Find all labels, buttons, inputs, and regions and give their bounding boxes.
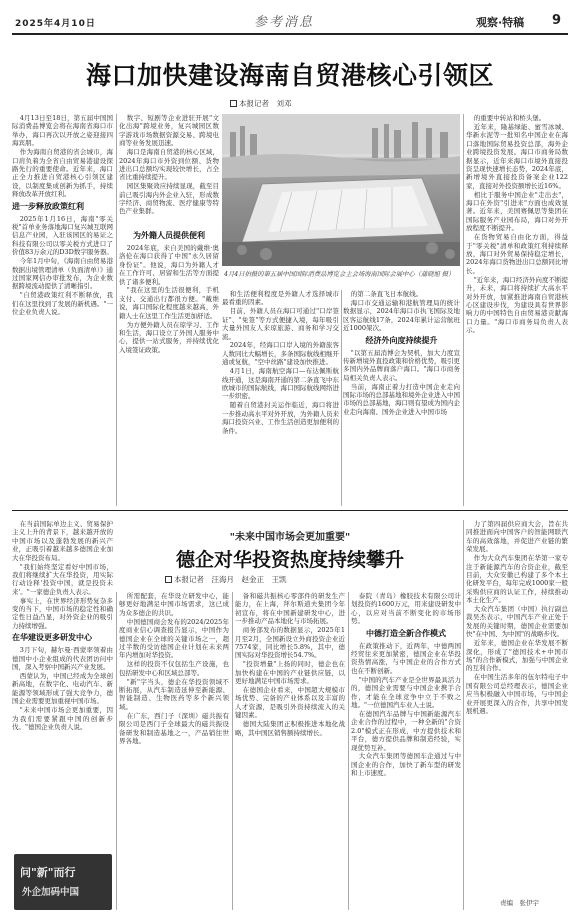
story1-byline-text: 本报记者 刘邓 [239, 99, 292, 108]
photo-caption: 4月4日拍摄的第五届中国国际消费品博览会主会场海南国际会展中心（蒲晓旭 摄） [224, 271, 455, 278]
paragraph: 的第二条直飞日本航线。 [350, 290, 423, 298]
paragraph: 在德国汽车品牌与中国新能源汽车企业合作的过程中，一种全新的"合资2.0"模式正在形成，中方提供技术和平台，德方提供品牌和制造经验，实现优势互补。 [351, 709, 461, 752]
story1-photo [222, 114, 460, 266]
story2-column-2 [119, 592, 229, 908]
paragraph: 力了第四届供应商大会，旨在共同推进面向中国客户的智能网联汽车的高效落地，并促进产业链的繁荣发展。 [466, 520, 568, 554]
story1-column-3 [222, 290, 339, 506]
paragraph: 所需配套，在华设立研发中心，能够更好地满足中国市场需求，这已成为众多德企的共识。 [119, 592, 229, 617]
paragraph: 和生活便利程度是外籍人才选择城市最看重的因素。 [222, 290, 339, 307]
story2-column-5 [466, 520, 568, 894]
page-number: 9 [552, 13, 562, 28]
story1-headline: 海口加快建设海南自贸港核心引领区 [85, 61, 494, 90]
byline-marker [230, 100, 237, 107]
story-divider [12, 510, 568, 511]
column-divider [348, 592, 349, 910]
story2-kicker: "未来中国市场会更加重要" [229, 532, 351, 543]
paragraph: 作为海南自贸港的省会城市，海口肩负着为全省自由贸易港建设探路先行的重要使命。近年来，海口正全力推进自贸港核心引领区建设，以制度集成创新为抓手，持续释放改革开放红利。 [12, 148, 113, 199]
paragraph: 3月下旬，赫尔曼·西蒙率领着由德国中小企业组成的代表团访问中国，深入考察中国新兴产业发展。 [12, 646, 113, 672]
subheading: 进一步释放政策红利 [12, 201, 84, 211]
paragraph: 近年来，德国企业在华发展不断深化，形成了"德国技术+中国市场"的合作新模式，加强与中国企业的互利合作。 [466, 639, 568, 673]
series-logo-line2: 外企加码中国 [22, 887, 80, 898]
paragraph: 中国德国商会发布的2024/2025年度商业信心调查报告显示，中国作为德国企业在全球的关键市场之一，超过半数的受访德国企业计划在未来两年内增加对华投资。 [119, 617, 229, 660]
paragraph: 数字、短剧等企业进驻开展"文化出海"跨境业务，复兴城园区数字游戏市场数据资源交易、跨境电商等业务发展迅速。 [119, 114, 219, 148]
convention-center-aerial-image [222, 114, 460, 266]
story1-column-1 [12, 114, 113, 506]
story2-headline: 德企对华投资热度持续攀升 [175, 549, 404, 571]
subheading: 中德打造全新合作模式 [366, 628, 446, 638]
paragraph: 在德国企业看来，中国超大规模市场优势、完备的产业体系以及丰富的人才资源，是吸引外资持续流入的关键因素。 [235, 685, 345, 720]
paragraph: 相比于服务中国企业"走出去"，海口在外资"引进来"方面也成效显著。近年来，美国赛佩思等集团在国际服务产业园布局，海口对外开放程度不断提升。 [466, 190, 568, 233]
paragraph: 泰院（青岛）橡胶技术有限公司计划投资约1600万元，用来建设研发中心，以应对当前不断变化的市场形势。 [351, 592, 461, 626]
paragraph: 今年1月中旬，《海南自由贸易港数据出境管理清单（负面清单）》通过国家网信办审批发布，为企业数据跨境流动提供了清晰指引。 [12, 257, 113, 291]
paragraph: 大众汽车集团（中国）执行副总裁吴杰表示，中国汽车产业正处于发展的关键时期，德国企业需要加快"在中国、为中国"的战略步伐。 [466, 605, 568, 639]
subheading: 为外籍人员提供便利 [133, 230, 205, 240]
paragraph: 当前，海南正着力打造中国企业走向国际市场的总部基地和境外企业进入中国市场的总部基地，海口则有望成为国内企业走向海南、国外企业进入中国市场 [343, 382, 460, 416]
subheading: 在华建设更多研发中心 [12, 633, 92, 643]
masthead-logo: 参考消息 [254, 15, 315, 30]
column-divider [463, 520, 464, 910]
paragraph: 园区集聚效应持续显现，截至目前已吸引海内外企业入驻，形成数字经济、商贸物流、医疗健康等特色产业集群。 [119, 182, 219, 216]
paragraph: 作为大众汽车集团在华第一家专注于新能源汽车的合资企业，截至目前，大众安徽已构建了多个本土化研发平台，每年完成1000家一般采购供应商的认证工作，持续推动本土化生产。 [466, 554, 568, 605]
editor-credit: 责编 张伊宇 [500, 899, 539, 907]
header-rule [12, 33, 568, 35]
story2-byline [165, 574, 287, 585]
story1-column-2 [119, 114, 219, 506]
byline-marker [165, 576, 172, 583]
page-header [0, 0, 580, 34]
series-logo-line1: 问"新"而行 [20, 866, 76, 879]
paragraph: 2024年，经海口口岸入境的外籍旅客人数同比大幅增长，多条国际航线相继开通或复航，"空中丝路"建设加快推进。 [222, 341, 339, 367]
column-divider [463, 114, 464, 506]
series-logo [14, 854, 112, 910]
paragraph: 的重要中转站和桥头堡。 [473, 114, 546, 122]
paragraph: 近年来，隆基绿能、蜜雪冰城、华新水泥等一批知名中国企业在海口落地国际贸易投资总部，海外企业跨境投资发展。海口市商务局数据显示，近年来海口市境外直接投资呈现快速增长态势，2024年底，新增境外直接投资备案企业122家，直接对外投资额增长近16%。 [466, 122, 568, 190]
paragraph: 2025年1月16日，海南"零关税"首单业务落地海口复兴城互联网信息产业园，入驻该园区的易证之科技有限公司以零关税方式进口了价值83万余元的D3D数字服务器。 [12, 214, 113, 257]
paragraph: 西蒙认为，中国已经成为全球创新高地，在数字化、电动汽车、新能源等领域形成了强大竞争力，德国企业需要更加重视中国市场。 [12, 672, 113, 706]
paragraph: 商务部发布的数据显示，2025年1月至2月，全国新设立外商投资企业近7574家，同比增长5.8%，其中，德国实际对华投资增长54.7%。 [235, 626, 345, 660]
story2-column-4 [351, 592, 461, 908]
column-divider [232, 592, 233, 910]
paragraph: 4月13日至18日，第五届中国国际消费品博览会将在海南省海口市举办，海口再次以开放之姿迎接四海宾朋。 [12, 114, 113, 148]
paragraph: 随着自贸港封关运作临近，海口将进一步推动高水平对外开放，为外籍人员来海口投资兴业、工作生活创造更加便利的条件。 [222, 401, 339, 435]
paragraph: 海口市交通运输和港航管理局的统计数据显示，2024年海口市执飞国际及地区客运航线17条，2024年累计运营航班近1000架次。 [343, 298, 460, 333]
story1-column-5 [466, 114, 568, 506]
paragraph: 这样的投资不仅包括生产设施，也包括研发中心和区域总部等。 [119, 660, 229, 677]
column-divider [116, 114, 117, 506]
story2-byline-text: 本报记者 汪海月 赵金正 王凯 [174, 575, 287, 584]
paragraph: 在中国生活多年的伍尔特电子中国有限公司总经理表示，德国企业应当积极融入中国市场，与中国企业开展更深入的合作，共享中国发展机遇。 [466, 673, 568, 715]
column-divider [116, 592, 117, 910]
paragraph: 在当前国际单边主义、贸易保护主义上升的背景下，越来越开放的中国市场以及蓬勃发展的新兴产业，正吸引着越来越多德国企业加大在华投资布局。 [12, 520, 113, 562]
paragraph: "我们始终坚定看好中国市场，我们将继续扩大在华投资，用实际行动诠释'投资中国，就是投资未来'。"一家德企负责人表示。 [12, 562, 113, 596]
paragraph: 事实上，在世界经济形势复杂多变的当下，中国市场的稳定性和确定性日益凸显，对外资企业的吸引力持续增强。 [12, 596, 113, 630]
issue-date: 2025年4月10日 [15, 19, 96, 29]
paragraph: 备和磁共振核心零部件的研发生产能力，在上海，拜尔斯道夫集团今年初宣布，将在中国新建研发中心，进一步推动产品本地化与市场拓展。 [235, 592, 345, 626]
subheading: 经济外向度持续提升 [365, 335, 438, 345]
paragraph: "中国的汽车产业是全世界最具活力的，德国企业需要与中国企业携手合作，才能在全球竞争中立于不败之地。"一位德国汽车业人士说。 [351, 675, 461, 709]
story2-column-1 [12, 520, 113, 850]
story1-byline [230, 98, 292, 109]
paragraph: 海口是海南自贸港的核心区域，2024年海口市外资到位额、货物进出口总额均实现较快增长，占全省比重持续提升。 [119, 148, 219, 182]
paragraph: "近年来，海口经济外向度不断提升，未来，海口将持续扩大高水平对外开放，加紧推进海南自贸港核心区建设步伐，为建设具有世界影响力的中国特色自由贸易港贡献海口力量。"海口市商务局负责人表示。 [466, 275, 568, 335]
paragraph: 2024年底，来自美国的戴维·奥洛伦在海口获得了中国"永久居留身份证"。他说，海口为外籍人才在工作许可、居留和生活等方面提供了诸多便利。 [119, 243, 219, 286]
column-divider [341, 290, 342, 506]
paragraph: "以第五届消博会为契机，加大力度宣传新增境外直投政策和价格优势，吸引更多国内外品牌商落户海口。"海口市商务局相关负责人表示。 [343, 348, 460, 382]
section-title: 观察·特稿 [476, 16, 525, 29]
paragraph: 为方便外籍人员在琼学习、工作和生活，海口设立了外国人服务中心，提供一站式服务，并持续优化入境签证政策。 [119, 320, 219, 354]
paragraph: "我在这里的生活很便利，手机支付、交通出行都很方便。"戴维说，海口国际化程度越来越高，外籍人士在这里工作生活更加舒适。 [119, 286, 219, 320]
paragraph: 德国大陆集团正积极推进本地化战略，其中国区销售额持续增长。 [235, 720, 345, 737]
paragraph: 4月1日，海南航空海口—布达佩斯航线开通，这是海南开通的第二条直飞中东欧城市的国际航线，海口国际航线网络进一步织密。 [222, 367, 339, 401]
paragraph: 在广东，西门子（深圳）磁共振有限公司是西门子全球最大的磁共振设备研发和制造基地之一，产品销往世界各地。 [119, 711, 229, 745]
story1-column-4 [343, 290, 460, 506]
paragraph: 在政策推动下，近两年，中德两国经贸往来更加紧密，德国企业在华投资热情高涨，与中国企业的合作方式也在不断创新。 [351, 641, 461, 675]
paragraph: 在货物贸易自由化方面，得益于"零关税"清单和政策红利持续释放，海口对外贸易保持稳定增长，2024年海口货物进出口总额同比增长。 [466, 233, 568, 275]
paragraph: "新"字当头，德企在华投资领域不断拓展，从汽车制造延伸至新能源、智能制造、生物医药等多个新兴领域。 [119, 677, 229, 711]
paragraph: "投资增量"上扬的同时，德企也在加快构建在中国的产业链供应链，以更好地满足中国市场需求。 [235, 660, 345, 686]
paragraph: "未来中国市场会更加重要，因为我们需要紧跟中国的创新步伐。"德国企业负责人说。 [12, 706, 113, 731]
story2-column-3 [235, 592, 345, 908]
paragraph: 大众汽车集团等德国车企通过与中国企业的合作，加快了新车型的研发和上市速度。 [351, 752, 461, 778]
paragraph: 目前，外籍人员在海口可通过"口岸签证"、"免签"等方式便捷入境，每年吸引大量外国友人来琼旅游、商务和学习交流。 [222, 307, 339, 341]
paragraph: "自贸港政策红利不断释放，我们在这里找到了发展的新机遇。"一位企业负责人说。 [12, 291, 113, 317]
